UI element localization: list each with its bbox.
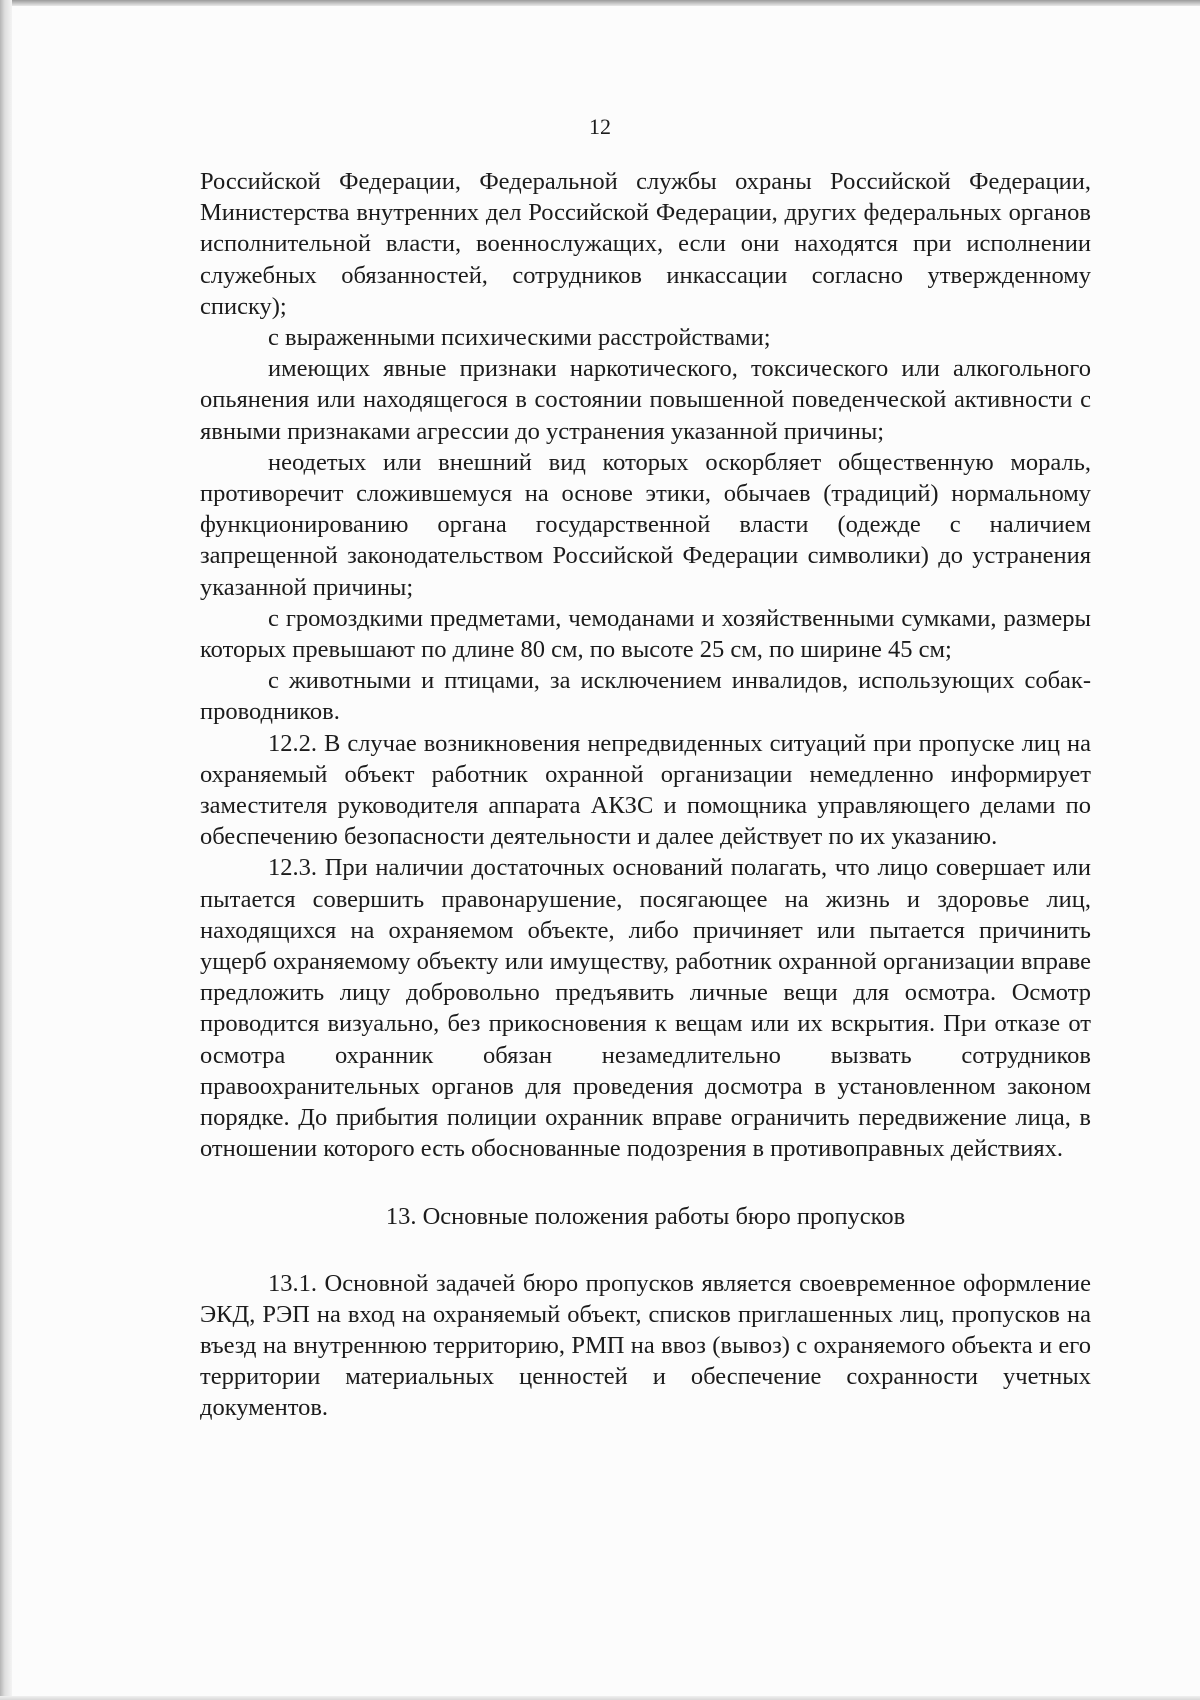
scan-edge-bottom [0, 1696, 1200, 1700]
paragraph: имеющих явные признаки наркотического, токсического или алкогольного опьянения или находящегося в состоянии повышенной поведенческой активности с явными признаками агрессии до устранения указанной причины; [200, 355, 1091, 445]
scan-edge-top [0, 0, 1200, 6]
paragraph: с громоздкими предметами, чемоданами и хозяйственными сумками, размеры которых превышают по длине 80 см, по высоте 25 см, по ширине 45 см; [200, 604, 1091, 664]
paragraph: Российской Федерации, Федеральной службы охраны Российской Федерации, Министерства внутренних дел Российской Федерации, других федеральных органов исполнительной власти, военнослужащих, если они находятся при исполнении служебных обязанностей, сотрудников инкассации согласно утвержденному списку); [200, 168, 1091, 320]
paragraph: 13.1. Основной задачей бюро пропусков является своевременное оформление ЭКД, РЭП на вход на охраняемый объект, списков приглашенных лиц, пропусков на въезд на внутреннюю территорию, РМП на ввоз (вывоз) с охраняемого объекта и его территории материальных ценностей и обеспечение сохранности учетных документов. [200, 1269, 1091, 1422]
paragraph: с выраженными психическими расстройствами; [268, 324, 771, 352]
paragraph: с животными и птицами, за исключением инвалидов, использующих собак-проводников. [200, 667, 1091, 726]
document-body [200, 166, 1091, 1424]
paragraph: 12.3. При наличии достаточных оснований полагать, что лицо совершает или пытается совершить правонарушение, посягающее на жизнь и здоровье лиц, находящихся на охраняемом объекте, либо причиняет или пытается причинить ущерб охраняемому объекту или имуществу, работник охранной организации вправе предложить лицу добровольно предъявить личные вещи для осмотра. Осмотр проводится визуально, без прикосновения к вещам или их вскрытия. При отказе от осмотра охранник обязан незамедлительно вызвать сотрудников правоохранительных органов для проведения досмотра в установленном законом порядке. До прибытия полиции охранник вправе ограничить передвижение лица, в отношении которого есть обоснованные подозрения в противоправных действиях. [200, 854, 1091, 1163]
paragraph: 12.2. В случае возникновения непредвиденных ситуаций при пропуске лиц на охраняемый объект работник охранной организации немедленно информирует заместителя руководителя аппарата АКЗС и помощника управляющего делами по обеспечению безопасности деятельности и далее действует по их указанию. [200, 729, 1091, 851]
paragraphs-before [200, 166, 1091, 1165]
section-heading: 13. Основные положения работы бюро пропусков [385, 1202, 906, 1230]
page-number: 12 [589, 114, 611, 139]
paragraphs-after [200, 1268, 1091, 1424]
paragraph: неодетых или внешний вид которых оскорбляет общественную мораль, противоречит сложившемуся на основе этики, обычаев (традиций) нормальному функционированию органа государственной власти (одежде с наличием запрещенной законодательством Российской Федерации символики) до устранения указанной причины; [200, 448, 1091, 601]
scan-edge-left [0, 0, 12, 1700]
